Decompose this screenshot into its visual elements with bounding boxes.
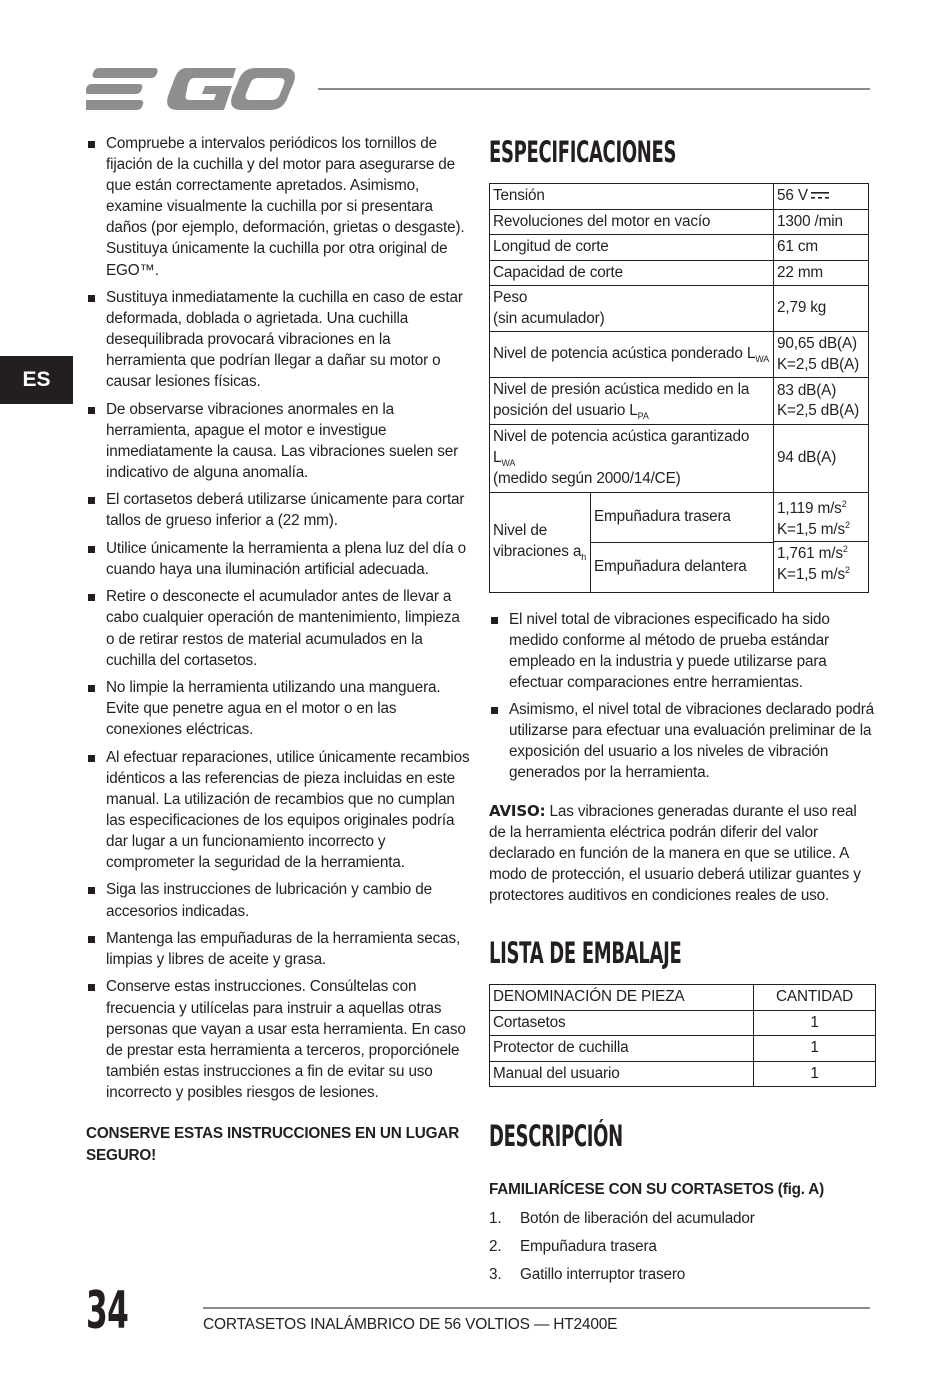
parts-list xyxy=(489,1208,877,1285)
front-vibration-value: 1,761 $m/s^2$ K=1,5 $m/s^2$ xyxy=(777,543,850,583)
list-item: Siga las instrucciones de lubricación y cambio de accesorios indicadas. xyxy=(86,879,471,921)
specs-table xyxy=(489,183,869,593)
footer-rule xyxy=(203,1307,870,1309)
part-name: Manual del usuario xyxy=(490,1061,754,1087)
dc-symbol-icon xyxy=(811,191,829,201)
table-row xyxy=(490,1061,876,1087)
language-tab: ES xyxy=(0,356,73,404)
list-item: El cortasetos deberá utilizarse únicamente para cortar tallos de grueso inferior a (22 mm). xyxy=(86,489,471,531)
table-row xyxy=(490,378,869,425)
list-item: Asimismo, el nivel total de vibraciones declarado podrá utilizarse para efectuar una evaluación preliminar de la exposición del usuario a los niveles de vibración generados por la herramienta. xyxy=(489,699,877,783)
ego-logo xyxy=(86,64,298,114)
closing-statement: CONSERVE ESTAS INSTRUCCIONES EN UN LUGAR SEGURO! xyxy=(86,1125,460,1164)
table-row xyxy=(490,235,869,261)
list-item: 2. Empuñadura trasera xyxy=(489,1238,657,1255)
spec-value: 2,79 kg xyxy=(774,286,869,332)
table-row xyxy=(490,260,869,286)
list-item: 1. Botón de liberación del acumulador xyxy=(489,1210,755,1228)
list-item: De observarse vibraciones anormales en la herramienta, apague el motor e investigue inmediatamente la causa. Las vibraciones suelen ser indicativo de alguna anomalía. xyxy=(86,399,471,483)
list-item: Compruebe a intervalos periódicos los tornillos de fijación de la cuchilla y del motor para asegurarse de que están correctamente apretados. Asimismo, examine visualmente la cuchilla por si presentara daños (por ejemplo, deformación, grietas o desgaste). Sustituya únicamente la cuchilla por otra original de EGO™. xyxy=(86,133,471,281)
spec-label: Revoluciones del motor en vacío xyxy=(490,209,774,235)
list-item: Retire o desconecte el acumulador antes de llevar a cabo cualquier operación de mantenimiento, limpieza o de retirar restos de material acumulados en la cuchilla del cortasetos. xyxy=(86,586,471,670)
table-row xyxy=(490,1036,876,1062)
list-item: Utilice únicamente la herramienta a plena luz del día o cuando haya una iluminación artificial adecuada. xyxy=(86,538,471,580)
spec-value: 94 dB(A) xyxy=(774,425,869,493)
spec-value: 22 mm xyxy=(774,260,869,286)
spec-label: Tensión xyxy=(490,184,774,210)
table-row xyxy=(490,209,869,235)
spec-label: Capacidad de corte xyxy=(490,260,774,286)
list-item: Al efectuar reparaciones, utilice únicamente recambios idénticos a las referencias de pieza incluidas en este manual. La utilización de recambios que no cumplan las especificaciones de los equipos originales podría dar lugar a un funcionamiento incorrecto y comprometer la seguridad de la herramienta. xyxy=(86,747,471,874)
notice-label: AVISO: xyxy=(489,801,546,820)
column-header: CANTIDAD xyxy=(754,985,876,1011)
list-item: El nivel total de vibraciones especificado ha sido medido conforme al método de prueba estándar empleado en la industria y puede utilizarse para efectuar comparaciones entre herramientas. xyxy=(489,609,877,693)
spec-label xyxy=(490,492,774,592)
spec-value: 83 dB(A) K=2,5 dB(A) xyxy=(774,378,869,425)
right-column xyxy=(489,133,877,1292)
table-row xyxy=(490,286,869,332)
left-column xyxy=(86,133,471,1167)
spec-notes xyxy=(489,609,877,784)
table-row xyxy=(490,332,869,378)
table-row xyxy=(490,492,869,592)
list-item: 3. Gatillo interruptor trasero xyxy=(489,1265,686,1283)
spec-label: Nivel de presión acústica medido en la posición del usuario $L_{PA}$ xyxy=(490,378,774,425)
rear-vibration-value: 1,119 $m/s^2$ K=1,5 $m/s^2$ xyxy=(774,497,868,542)
list-item: No limpie la herramienta utilizando una manguera. Evite que penetre agua en el motor o en las conexiones eléctricas. xyxy=(86,677,471,740)
table-row xyxy=(490,184,869,210)
spec-value: 1300 /min xyxy=(774,209,869,235)
part-name: Cortasetos xyxy=(490,1010,754,1036)
part-quantity: 1 xyxy=(754,1010,876,1036)
spec-label: Nivel de potencia acústica ponderado $L_{WA}$ xyxy=(490,332,774,378)
notice-paragraph xyxy=(489,801,877,906)
spec-label: Nivel de potencia acústica garantizado $L_{WA}$ (medido según 2000/14/CE) xyxy=(490,425,774,493)
packing-table xyxy=(489,984,876,1087)
packing-title: LISTA DE EMBALAJE xyxy=(489,936,682,971)
table-header-row xyxy=(490,985,876,1011)
spec-value: 90,65 dB(A) K=2,5 dB(A) xyxy=(774,332,869,378)
safety-bullets xyxy=(86,133,471,1103)
part-quantity: 1 xyxy=(754,1036,876,1062)
spec-value: 61 cm xyxy=(774,235,869,261)
footer-title: CORTASETOS INALÁMBRICO DE 56 VOLTIOS — HT2400E xyxy=(203,1316,618,1333)
table-row xyxy=(490,1010,876,1036)
spec-value xyxy=(774,492,869,592)
spec-label: Longitud de corte xyxy=(490,235,774,261)
front-handle-label: Empuñadura delantera xyxy=(594,557,747,575)
specs-title: ESPECIFICACIONES xyxy=(489,135,677,169)
page-number: 34 xyxy=(86,1281,129,1341)
part-name: Protector de cuchilla xyxy=(490,1036,754,1062)
spec-value: 56 V xyxy=(774,184,869,210)
header-rule xyxy=(318,88,870,90)
list-item: Conserve estas instrucciones. Consúltelas con frecuencia y utilícelas para instruir a aquellas otras personas que vayan a usar esta herramienta. En caso de prestar esta herramienta a terceros, proporciónele también estas instrucciones a fin de evitar su uso incorrecto y posibles riesgos de lesiones. xyxy=(86,976,471,1103)
vibration-label: Nivel de vibraciones $a_h$ xyxy=(490,493,591,592)
description-subhead: FAMILIARÍCESE CON SU CORTASETOS (fig. A) xyxy=(489,1181,825,1199)
part-quantity: 1 xyxy=(754,1061,876,1087)
notice-text: Las vibraciones generadas durante el uso real de la herramienta eléctrica podrán diferir del valor declarado en función de la manera en que se utilice. A modo de protección, el usuario deberá utilizar guantes y protectores auditivos en condiciones reales de uso. xyxy=(489,802,861,904)
rear-handle-label: Empuñadura trasera xyxy=(591,493,774,543)
table-row xyxy=(490,425,869,493)
column-header: DENOMINACIÓN DE PIEZA xyxy=(490,985,754,1011)
list-item: Mantenga las empuñaduras de la herramienta secas, limpias y libres de aceite y grasa. xyxy=(86,928,471,970)
spec-label: Peso (sin acumulador) xyxy=(490,286,774,332)
list-item: Sustituya inmediatamente la cuchilla en caso de estar deformada, doblada o agrietada. Una cuchilla desequilibrada provocará vibraciones en la herramienta que podrían llegar a dañar su motor o causar lesiones físicas. xyxy=(86,287,471,392)
description-title: DESCRIPCIÓN xyxy=(489,1119,623,1154)
